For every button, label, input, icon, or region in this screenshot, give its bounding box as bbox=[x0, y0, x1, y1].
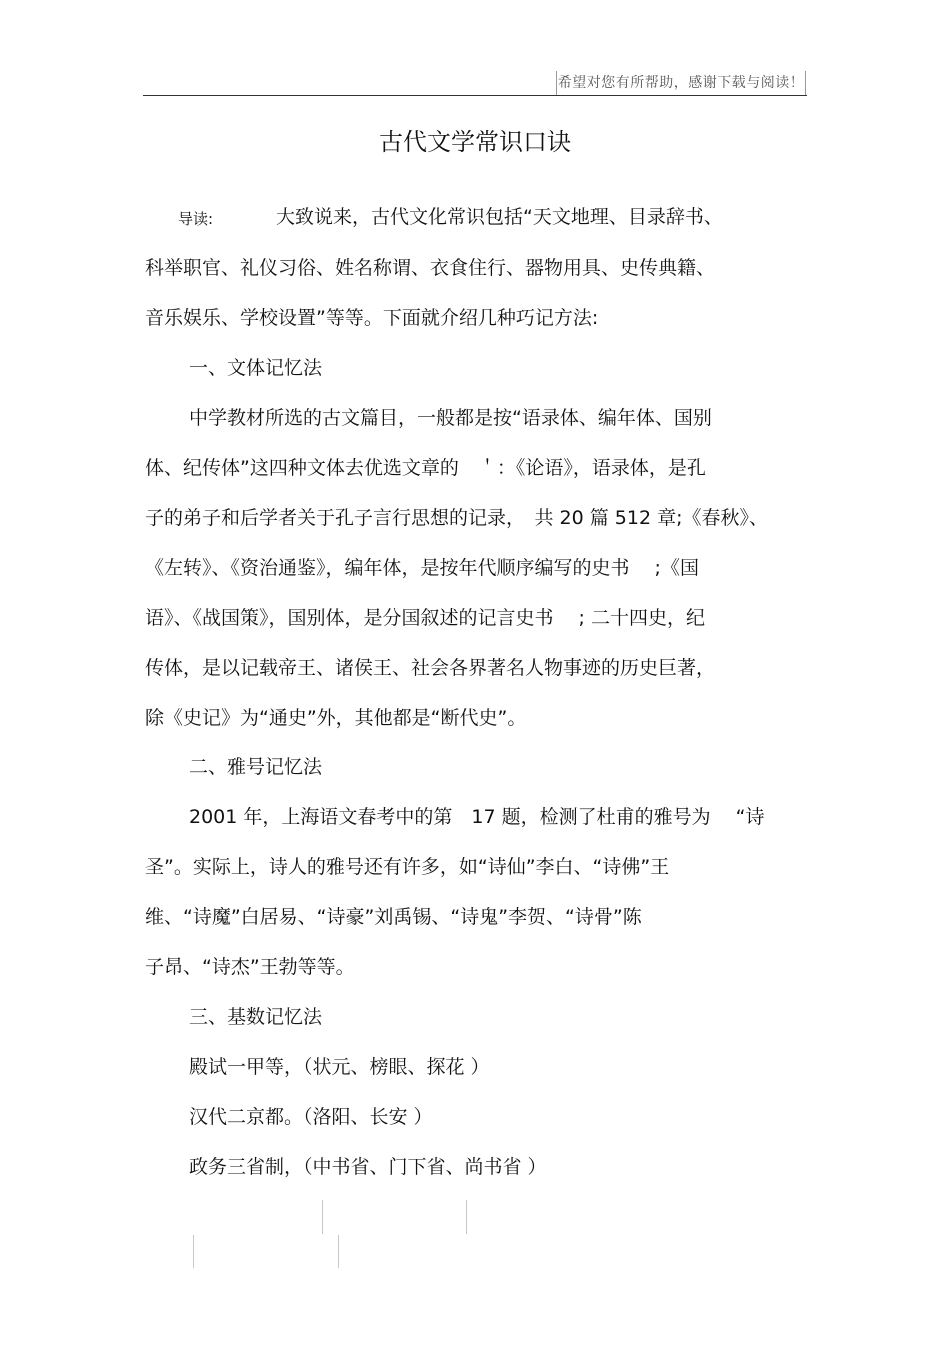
mnemonic-line: 政务三省制，（中书省、门下省、尚书省 ） bbox=[189, 1156, 547, 1178]
document-title: 古代文学常识口诀 bbox=[379, 128, 571, 156]
scan-artifact bbox=[338, 1235, 339, 1268]
scan-artifact bbox=[466, 1200, 467, 1234]
paragraph-line: 语》、《战国策》，国别体，是分国叙述的记言史书 ; 二十四史，纪 bbox=[145, 607, 705, 629]
header-rule bbox=[143, 95, 807, 96]
intro-line-1: 大致说来，古代文化常识包括“天文地理、目录辞书、 bbox=[276, 206, 723, 228]
scan-artifact bbox=[193, 1235, 194, 1268]
mnemonic-line: 殿试一甲等，（状元、榜眼、探花 ） bbox=[189, 1056, 490, 1078]
paragraph-line: 除《史记》为“通史”外，其他都是“断代史”。 bbox=[145, 707, 527, 729]
paragraph-line: 《左转》、《资治通鉴》，编年体，是按年代顺序编写的史书 ;《国 bbox=[145, 557, 699, 579]
intro-line-2: 科举职官、礼仪习俗、姓名称谓、衣食住行、器物用具、史传典籍、 bbox=[145, 257, 716, 279]
section-heading-1: 一、文体记忆法 bbox=[189, 357, 323, 379]
paragraph-line: 维、“诗魔”白居易、“诗豪”刘禹锡、“诗鬼”李贺、“诗骨”陈 bbox=[145, 906, 642, 928]
paragraph-line: 子昂、“诗杰”王勃等等。 bbox=[145, 956, 355, 978]
paragraph-line: 传体，是以记载帝王、诸侯王、社会各界著名人物事迹的历史巨著， bbox=[145, 657, 716, 679]
paragraph-line: 圣”。实际上，诗人的雅号还有许多，如“诗仙”李白、“诗佛”王 bbox=[145, 856, 670, 878]
intro-line-3: 音乐娱乐、学校设置”等等。下面就介绍几种巧记方法: bbox=[145, 307, 599, 329]
section-heading-2: 二、雅号记忆法 bbox=[189, 756, 323, 778]
paragraph-line: 子的弟子和后学者关于孔子言行思想的记录， 共 20 篇 512 章;《春秋》、 bbox=[145, 507, 769, 529]
paragraph-line: 2001 年，上海语文春考中的第 17 题，检测了杜甫的雅号为 “诗 bbox=[189, 806, 765, 828]
section-heading-3: 三、基数记忆法 bbox=[189, 1006, 323, 1028]
paragraph-line: 中学教材所选的古文篇目，一般都是按“语录体、编年体、国别 bbox=[189, 407, 712, 429]
header-badge: 希望对您有所帮助，感谢下载与阅读！ bbox=[556, 71, 806, 96]
paragraph-line: 体、纪传体”这四种文体去优选文章的 ＇：《论语》，语录体，是孔 bbox=[145, 457, 706, 479]
intro-label: 导读: bbox=[178, 210, 214, 228]
scan-artifact bbox=[322, 1200, 323, 1234]
mnemonic-line: 汉代二京都。（洛阳、长安 ） bbox=[189, 1106, 433, 1128]
